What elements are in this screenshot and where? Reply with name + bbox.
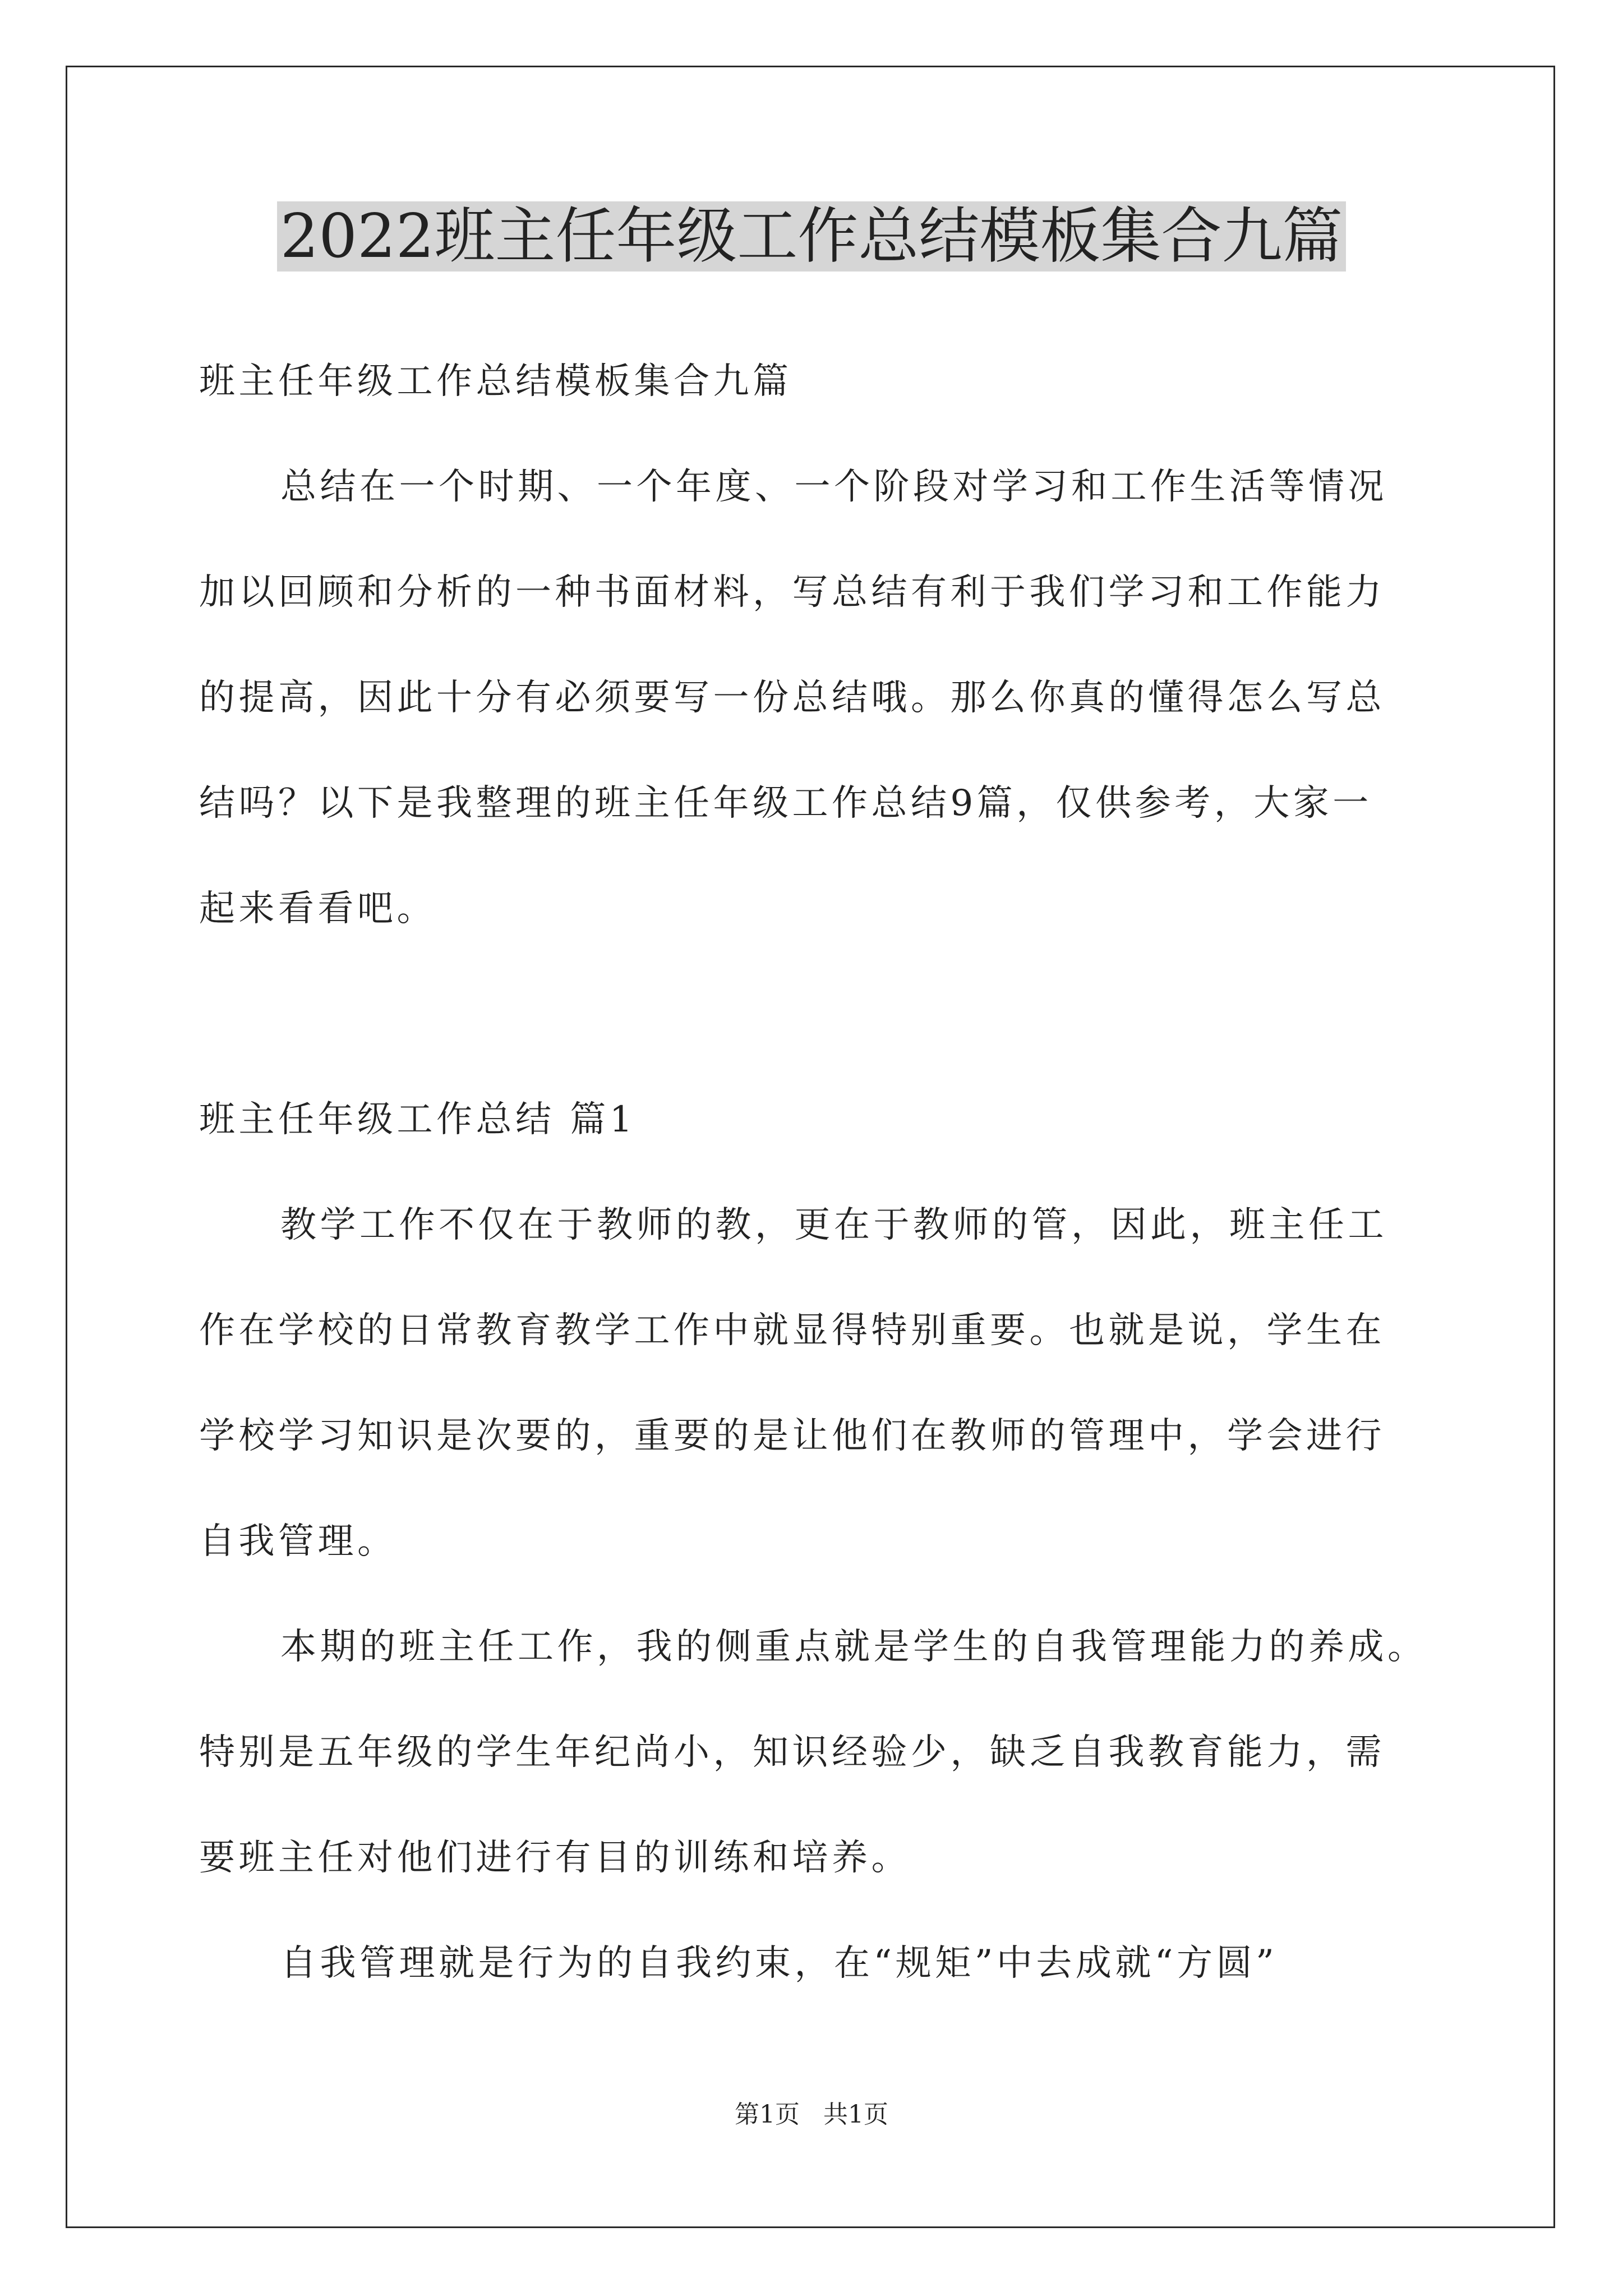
paragraph-line: 自我管理。 <box>199 1521 397 1562</box>
paragraph-line: 要班主任对他们进行有目的训练和培养。 <box>199 1837 911 1879</box>
paragraph-line: 学校学习知识是次要的，重要的是让他们在教师的管理中，学会进行 <box>199 1415 1385 1457</box>
paragraph-line: 特别是五年级的学生年纪尚小，知识经验少，缺乏自我教育能力，需 <box>199 1732 1385 1773</box>
page-footer: 第1页 共1页 <box>735 2100 888 2129</box>
document-title-text: 2022班主任年级工作总结模板集合九篇 <box>277 201 1347 272</box>
section-heading: 班主任年级工作总结 篇1 <box>199 1099 637 1140</box>
intro-line: 加以回顾和分析的一种书面材料，写总结有利于我们学习和工作能力 <box>199 572 1385 613</box>
intro-line: 起来看看吧。 <box>199 888 436 930</box>
document-subtitle: 班主任年级工作总结模板集合九篇 <box>199 361 792 402</box>
document-title <box>0 197 1623 276</box>
paragraph-line: 自我管理就是行为的自我约束，在“规矩”中去成就“方圆” <box>280 1943 1278 1984</box>
intro-line: 结吗？以下是我整理的班主任年级工作总结9篇，仅供参考，大家一 <box>199 783 1372 824</box>
paragraph-line: 本期的班主任工作，我的侧重点就是学生的自我管理能力的养成。 <box>280 1626 1427 1668</box>
paragraph-line: 教学工作不仅在于教师的教，更在于教师的管，因此，班主任工 <box>280 1204 1387 1246</box>
intro-line: 总结在一个时期、一个年度、一个阶段对学习和工作生活等情况 <box>280 466 1387 508</box>
intro-line: 的提高，因此十分有必须要写一份总结哦。那么你真的懂得怎么写总 <box>199 677 1385 719</box>
paragraph-line: 作在学校的日常教育教学工作中就显得特别重要。也就是说，学生在 <box>199 1310 1385 1351</box>
